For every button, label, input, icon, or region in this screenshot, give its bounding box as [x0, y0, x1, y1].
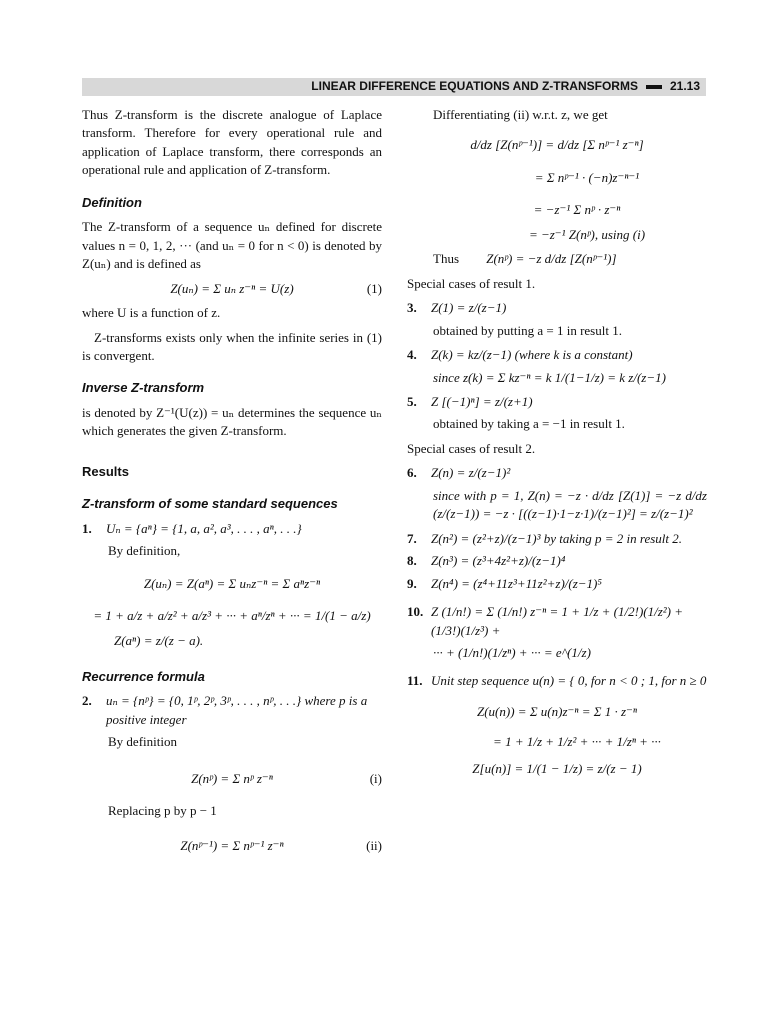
result-11: [407, 672, 707, 690]
result-5-note: obtained by taking a = −1 in result 1.: [433, 416, 625, 432]
result-6-number: 6.: [407, 465, 417, 481]
result-1: [82, 520, 382, 538]
equation-result1-c: Z(aⁿ) = z/(z − a).: [114, 632, 204, 648]
right-column: [407, 106, 707, 784]
recurrence-heading: Recurrence formula: [82, 668, 205, 684]
derivation-line-5-body: Z(nᵖ) = −z d/dz [Z(nᵖ⁻¹)]: [486, 251, 617, 267]
result-10-continuation: ··· + (1/n!)(1/zⁿ) + ··· = e^(1/z): [433, 644, 591, 660]
result-9-number: 9.: [407, 575, 417, 591]
equation-i-body: Z(nᵖ) = Σ nᵖ z⁻ⁿ: [191, 770, 273, 786]
derivation-line-4: = −z⁻¹ Z(nᵖ), using (i): [528, 226, 646, 242]
equation-1-number: (1): [366, 280, 382, 296]
result-2-number: 2.: [82, 693, 92, 709]
special-cases-1: Special cases of result 1.: [407, 275, 536, 291]
header-rule: [646, 85, 662, 89]
unit-step-line-3: Z[u(n)] = 1/(1 − 1/z) = z/(z − 1): [472, 760, 642, 776]
unit-step-line-2: = 1 + 1/z + 1/z² + ··· + 1/zⁿ + ···: [493, 734, 661, 750]
result-5: [407, 393, 707, 411]
intro-paragraph: Thus Z-transform is the discrete analogue of Laplace transform. Therefore for every operational rule and application of Laplace transform, there corresponds an operational rule and application of Z-transform.: [82, 107, 382, 178]
result-2-text: uₙ = {nᵖ} = {0, 1ᵖ, 2ᵖ, 3ᵖ, . . . , nᵖ, . . .} where p is a positive integer: [106, 693, 368, 727]
equation-result1-b: = 1 + a/z + a/z² + a/z³ + ··· + aⁿ/zⁿ + ··· = 1/(1 − a/z): [93, 608, 371, 624]
derivation-line-1: d/dz [Z(nᵖ⁻¹)] = d/dz [Σ nᵖ⁻¹ z⁻ⁿ]: [470, 137, 644, 153]
result-2: [82, 692, 382, 729]
derivation-line-3: = −z⁻¹ Σ nᵖ · z⁻ⁿ: [533, 202, 621, 218]
definition-text: The Z-transform of a sequence uₙ defined for discrete values n = 0, 1, 2, ··· (and uₙ = 0 for n < 0) is denoted by Z(uₙ) and is defined as: [82, 219, 382, 272]
result-1-text: Uₙ = {aⁿ} = {1, a, a², a³, . . . , aⁿ, . . .}: [106, 520, 302, 536]
derivation-line-5: [407, 250, 707, 268]
unit-step-line-1: Z(u(n)) = Σ u(n)z⁻ⁿ = Σ 1 · z⁻ⁿ: [477, 703, 637, 719]
result-7-number: 7.: [407, 530, 417, 546]
definition-heading: Definition: [82, 194, 142, 210]
equation-ii: [82, 837, 382, 855]
differentiating-text: Differentiating (ii) w.r.t. z, we get: [433, 107, 608, 122]
result-9: [407, 575, 707, 593]
result-6-text: Z(n) = z/(z−1)²: [431, 465, 511, 481]
equation-1: [82, 280, 382, 298]
result-8-text: Z(n³) = (z³+4z²+z)/(z−1)⁴: [431, 553, 566, 569]
result-6: [407, 464, 707, 482]
result-7: [407, 530, 707, 548]
equation-result1-a: Z(uₙ) = Z(aⁿ) = Σ uₙz⁻ⁿ = Σ aⁿz⁻ⁿ: [143, 575, 321, 591]
by-definition-2: By definition: [108, 734, 177, 750]
result-6-note: since with p = 1, Z(n) = −z · d/dz [Z(1)] = −z d/dz (z/(z−1)) = −z · [((z−1)·1−z·1)/(z−1)²] = z/(z−1)²: [433, 487, 707, 522]
result-5-number: 5.: [407, 393, 417, 409]
inverse-heading: Inverse Z-transform: [82, 380, 205, 396]
result-8: [407, 552, 707, 570]
left-column: [82, 106, 382, 861]
result-7-text: Z(n²) = (z²+z)/(z−1)³ by taking p = 2 in result 2.: [431, 530, 683, 546]
result-9-text: Z(n⁴) = (z⁴+11z³+11z²+z)/(z−1)⁵: [431, 575, 602, 591]
derivation-line-2: = Σ nᵖ⁻¹ · (−n)z⁻ⁿ⁻¹: [534, 169, 640, 185]
results-heading: Results: [82, 463, 129, 479]
special-cases-2: Special cases of result 2.: [407, 440, 536, 456]
inverse-text: is denoted by Z⁻¹(U(z)) = uₙ determines the sequence uₙ which generates the given Z-transform.: [82, 404, 382, 439]
result-11-text: Unit step sequence u(n) = { 0, for n < 0 ; 1, for n ≥ 0: [431, 673, 707, 689]
replacing-text: Replacing p by p − 1: [108, 803, 217, 819]
result-1-number: 1.: [82, 520, 92, 536]
result-10-text: Z (1/n!) = Σ (1/n!) z⁻ⁿ = 1 + 1/z + (1/2!)(1/z²) + (1/3!)(1/z³) +: [431, 604, 684, 638]
result-10-number: 10.: [407, 604, 424, 620]
result-3-number: 3.: [407, 300, 417, 316]
result-8-number: 8.: [407, 553, 417, 569]
where-text: where U is a function of z.: [82, 305, 221, 321]
standard-sequences-heading: Z-transform of some standard sequences: [82, 496, 338, 512]
result-4: [407, 346, 707, 364]
result-4-number: 4.: [407, 347, 417, 363]
thus-label: Thus: [433, 251, 459, 267]
equation-i-number: (i): [369, 770, 382, 786]
result-11-number: 11.: [407, 673, 423, 689]
header-title: LINEAR DIFFERENCE EQUATIONS AND Z-TRANSFORMS: [311, 79, 638, 94]
running-header: [82, 78, 706, 96]
result-4-text: Z(k) = kz/(z−1) (where k is a constant): [431, 347, 633, 363]
equation-i: [82, 770, 382, 788]
result-10: [407, 603, 707, 640]
result-4-note: since z(k) = Σ kz⁻ⁿ = k 1/(1−1/z) = k z/(z−1): [433, 369, 666, 385]
equation-ii-number: (ii): [366, 837, 382, 853]
result-5-text: Z [(−1)ⁿ] = z/(z+1): [431, 393, 533, 409]
result-3: [407, 299, 707, 317]
by-definition-1: By definition,: [108, 543, 181, 559]
equation-ii-body: Z(nᵖ⁻¹) = Σ nᵖ⁻¹ z⁻ⁿ: [180, 837, 284, 853]
equation-1-body: Z(uₙ) = Σ uₙ z⁻ⁿ = U(z): [170, 280, 294, 296]
convergence-text: Z-transforms exists only when the infinite series in (1) is convergent.: [82, 329, 382, 363]
result-3-note: obtained by putting a = 1 in result 1.: [433, 322, 622, 338]
page-number: 21.13: [669, 79, 700, 94]
result-3-text: Z(1) = z/(z−1): [431, 300, 507, 316]
